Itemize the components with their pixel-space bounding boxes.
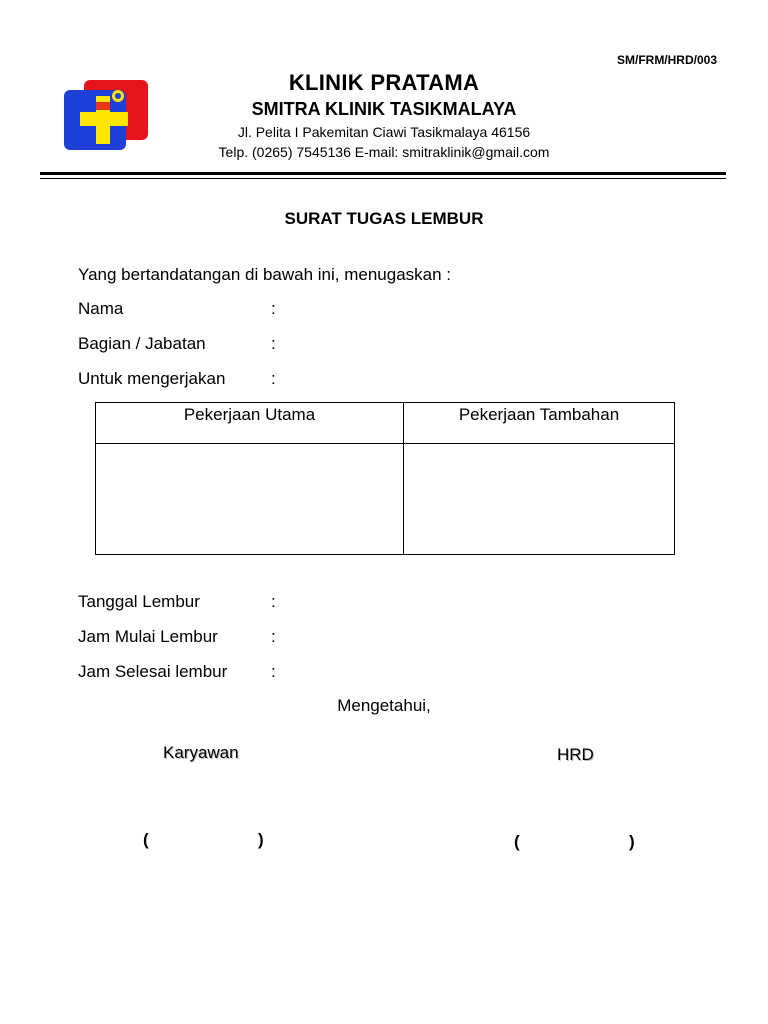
signature-close-hrd: ) xyxy=(629,832,635,851)
header-divider-thin xyxy=(40,178,726,179)
field-colon-jam-mulai: : xyxy=(271,627,276,646)
signature-role-karyawan: Karyawan xyxy=(163,743,239,762)
field-colon-jabatan: : xyxy=(271,334,276,353)
clinic-branch: SMITRA KLINIK TASIKMALAYA xyxy=(251,99,517,119)
intro-text: Yang bertandatangan di bawah ini, menugaskan : xyxy=(78,265,452,284)
field-colon-nama: : xyxy=(271,299,276,318)
signature-open-karyawan: ( xyxy=(143,830,149,849)
clinic-cross-logo-icon xyxy=(62,78,150,152)
clinic-contact: Telp. (0265) 7545136 E-mail: smitraklinik@gmail.com xyxy=(218,144,550,160)
signature-role-hrd: HRD xyxy=(557,745,594,764)
work-table xyxy=(95,402,675,555)
acknowledged-label: Mengetahui, xyxy=(337,696,431,715)
cell-pekerjaan-tambahan[interactable] xyxy=(404,444,675,555)
form-code: SM/FRM/HRD/003 xyxy=(616,53,717,67)
header-divider-thick xyxy=(40,172,726,175)
field-label-jam-selesai: Jam Selesai lembur xyxy=(78,662,228,681)
field-colon-jam-selesai: : xyxy=(271,662,276,681)
clinic-address: Jl. Pelita I Pakemitan Ciawi Tasikmalaya 46156 xyxy=(237,124,531,140)
signature-close-karyawan: ) xyxy=(258,830,264,849)
signature-open-hrd: ( xyxy=(514,832,520,851)
table-row xyxy=(96,444,675,555)
document-title: SURAT TUGAS LEMBUR xyxy=(284,209,484,228)
header-pekerjaan-utama: Pekerjaan Utama xyxy=(96,403,404,444)
clinic-name: KLINIK PRATAMA xyxy=(288,70,480,95)
header-pekerjaan-tambahan: Pekerjaan Tambahan xyxy=(404,403,675,444)
field-colon-mengerjakan: : xyxy=(271,369,276,388)
work-table-header-row xyxy=(96,403,675,444)
field-label-jam-mulai: Jam Mulai Lembur xyxy=(78,627,218,646)
field-label-tanggal: Tanggal Lembur xyxy=(78,592,200,611)
field-label-mengerjakan: Untuk mengerjakan xyxy=(78,369,226,388)
field-label-jabatan: Bagian / Jabatan xyxy=(78,334,206,353)
field-colon-tanggal: : xyxy=(271,592,276,611)
field-label-nama: Nama xyxy=(78,299,124,318)
cell-pekerjaan-utama[interactable] xyxy=(96,444,404,555)
